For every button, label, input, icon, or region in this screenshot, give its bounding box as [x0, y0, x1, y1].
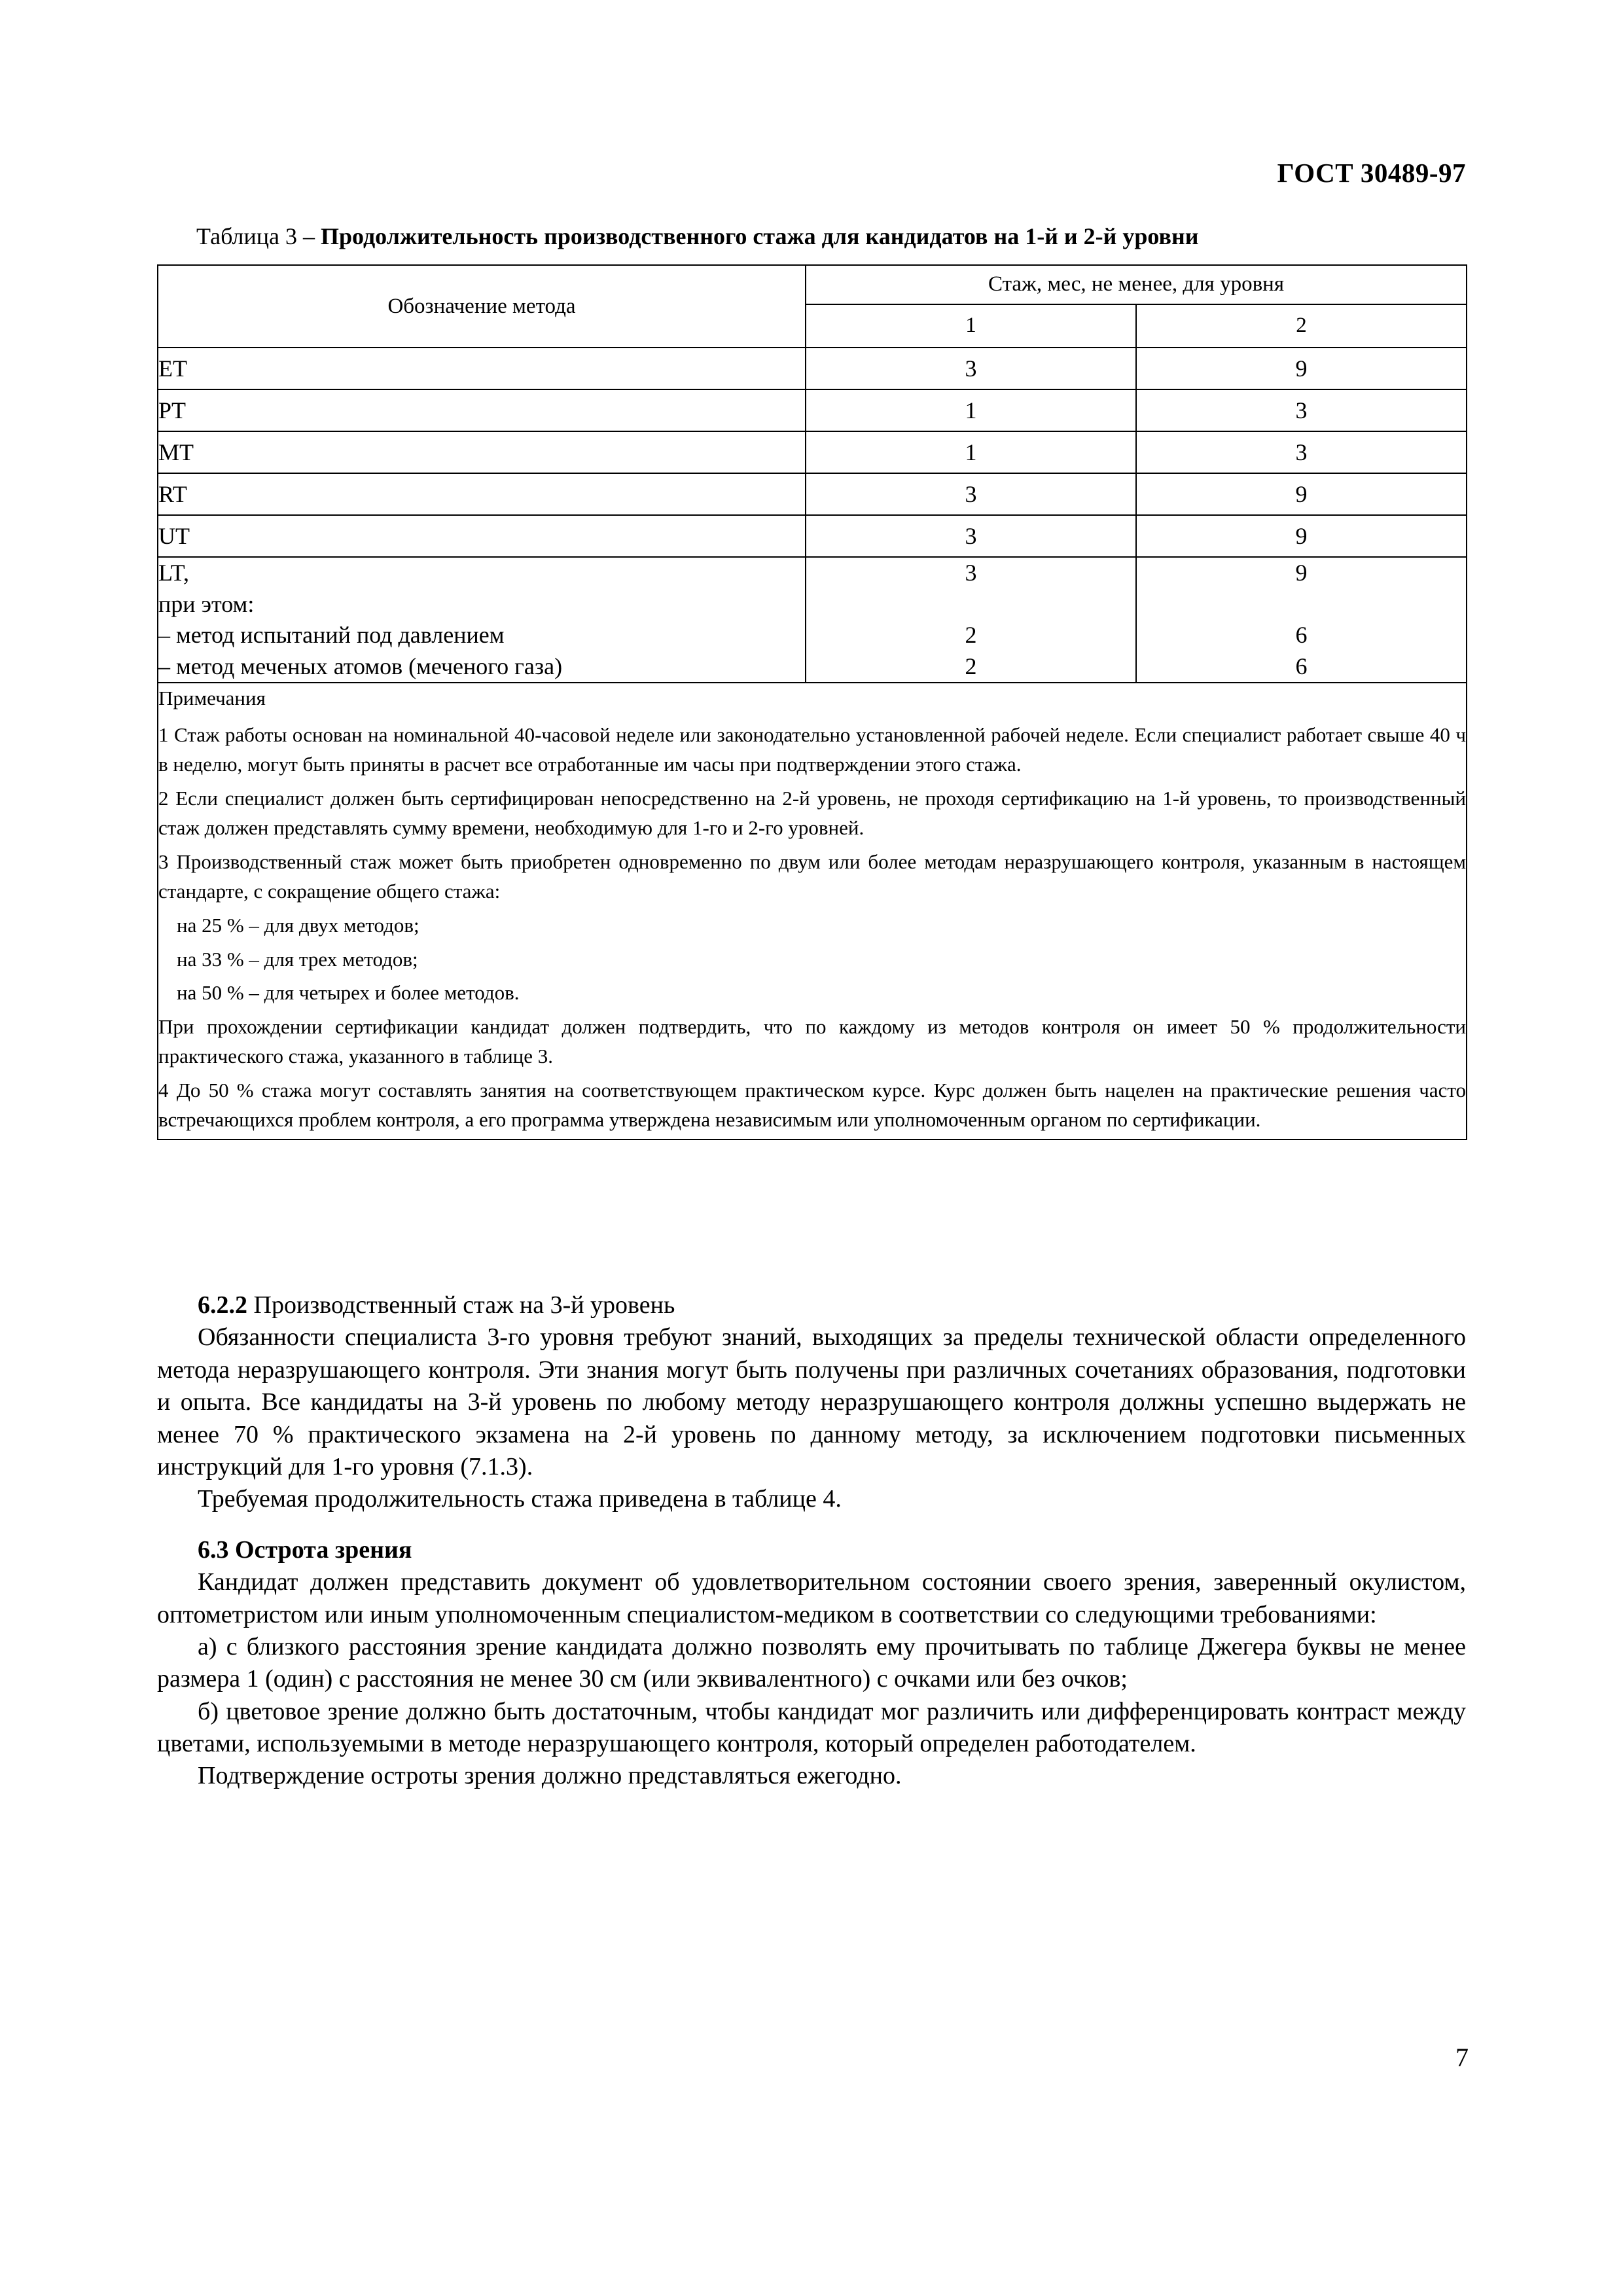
table3-cell-level2: 9 [1136, 348, 1467, 389]
lt-lvl2-line-1: 9 [1295, 560, 1308, 586]
lt-lvl2-line-4: 6 [1295, 653, 1308, 679]
lt-line-3: – метод испытаний под давлением [158, 622, 505, 649]
table3-cell-level1-lt [806, 557, 1136, 683]
table3-cell-level1: 3 [806, 515, 1136, 557]
table3-cell-method: PT [158, 389, 806, 431]
table3-notes [158, 683, 1467, 1139]
note-3-item-a: на 25 % – для двух методов; [177, 914, 419, 937]
table3-cell-level2: 3 [1136, 389, 1467, 431]
table-row [158, 389, 1467, 431]
table-row [158, 473, 1467, 515]
table3-body [158, 348, 1467, 1139]
lt-lvl1-line-4: 2 [965, 653, 977, 679]
table3-cell-method: ET [158, 348, 806, 389]
paragraph-6-3-2: Подтверждение остроты зрения должно представляться ежегодно. [198, 1762, 902, 1790]
paragraph-6-2-2-1: Обязанности специалиста 3-го уровня требуют знаний, выходящих за пределы технической области определенного метода неразрушающего контроля. Эти знания могут быть получены при различных сочетаниях образования, подготовки и опыта. Все кандидаты на 3-й уровень по любому методу неразрушающего контроля должны успешно выдержать не менее 70 % практического экзамена на 2-й уровень по данному методу, за исключением подготовки письменных инструкций для 1-го уровня (7.1.3). [157, 1323, 1466, 1480]
note-3-tail: При прохождении сертификации кандидат должен подтвердить, что по каждому из методов контроля он имеет 50 % продолжительности практического стажа, указанного в таблице 3. [158, 1014, 1466, 1068]
table3-cell-level2: 3 [1136, 431, 1467, 473]
lt-lvl1-line-1: 3 [965, 560, 977, 586]
table3-cell-level1: 1 [806, 389, 1136, 431]
table3-head [158, 265, 1467, 348]
table3-col-level1: 1 [806, 304, 1136, 348]
running-header-standard-code: ГОСТ 30489-97 [1277, 158, 1466, 188]
lt-line-2: при этом: [158, 590, 255, 617]
heading-6-3: 6.3 Острота зрения [198, 1535, 412, 1564]
lt-lvl2-line-3: 6 [1295, 622, 1308, 649]
table-row [158, 348, 1467, 389]
note-1: 1 Стаж работы основан на номинальной 40-часовой неделе или законодательно установленной рабочей неделе. Если специалист работает свыше 40 ч в неделю, могут быть приняты в расчет все отработанные им часы при подтверждении этого стажа. [158, 723, 1466, 776]
table3-caption-title: Продолжительность производственного стажа для кандидатов на 1-й и 2-й уровни [320, 223, 1199, 249]
section-gap [157, 1516, 1466, 1534]
lt-line-1: LT, [158, 560, 190, 586]
list-item-a: а) с близкого расстояния зрение кандидата должно позволять ему прочитывать по таблице Джегера буквы не менее размера 1 (один) с расстояния не менее 30 см (или эквивалентного) с очками или без очков; [157, 1632, 1466, 1693]
list-item-b: б) цветовое зрение должно быть достаточным, чтобы кандидат мог различить или дифференцировать контраст между цветами, используемыми в методе неразрушающего контроля, который определен работодателем. [157, 1697, 1466, 1758]
lt-lvl1-line-3: 2 [965, 622, 977, 649]
table3-cell-level1: 3 [806, 473, 1136, 515]
table-row [158, 431, 1467, 473]
note-3-item-b: на 33 % – для трех методов; [177, 947, 418, 971]
page-number: 7 [1455, 2043, 1469, 2072]
heading-6-2-2 [157, 1289, 1466, 1321]
notes-title: Примечания [158, 687, 266, 710]
table3-cell-level1: 3 [806, 348, 1136, 389]
table3-cell-level2: 9 [1136, 473, 1467, 515]
table3-cell-level1: 1 [806, 431, 1136, 473]
body-prose [157, 1289, 1466, 1793]
note-3: 3 Производственный стаж может быть приобретен одновременно по двум или более методам неразрушающего контроля, указанным в настоящем стандарте, с сокращение общего стажа: [158, 850, 1466, 903]
heading-6-2-2-title: Производственный стаж на 3-й уровень [247, 1291, 675, 1319]
paragraph-6-2-2-2: Требуемая продолжительность стажа приведена в таблице 4. [198, 1485, 842, 1513]
heading-6-2-2-number: 6.2.2 [198, 1291, 247, 1319]
table3-col-method: Обозначение метода [158, 265, 806, 348]
table3-cell-method: UT [158, 515, 806, 557]
lt-line-4: – метод меченых атомов (меченого газа) [158, 653, 563, 679]
table3-cell-method: MT [158, 431, 806, 473]
table3-caption [196, 223, 1466, 250]
table3 [157, 264, 1467, 1140]
table3-cell-method-lt [158, 557, 806, 683]
table-row [158, 515, 1467, 557]
table3-cell-method: RT [158, 473, 806, 515]
table3-caption-label: Таблица 3 – [196, 223, 321, 249]
table3-col-span-header: Стаж, мес, не менее, для уровня [806, 265, 1467, 304]
page-content [157, 223, 1466, 1140]
table-row-lt [158, 557, 1467, 683]
table3-notes-row [158, 683, 1467, 1139]
table3-cell-level2-lt [1136, 557, 1467, 683]
paragraph-6-3-1: Кандидат должен представить документ об удовлетворительном состоянии своего зрения, заверенный окулистом, оптометристом или иным уполномоченным специалистом-медиком в соответствии со следующими требованиями: [157, 1568, 1466, 1628]
note-3-item-c: на 50 % – для четырех и более методов. [177, 981, 520, 1005]
note-2: 2 Если специалист должен быть сертифицирован непосредственно на 2-й уровень, не проходя сертификацию на 1-й уровень, то производственный стаж должен представлять сумму времени, необходимую для 1-го и 2-го уровней. [158, 786, 1466, 840]
note-4: 4 До 50 % стажа могут составлять занятия на соответствующем практическом курсе. Курс должен быть нацелен на практические решения часто встречающихся проблем контроля, а его программа утверждена независимым или уполномоченным органом по сертификации. [158, 1078, 1466, 1132]
table3-col-level2: 2 [1136, 304, 1467, 348]
table3-cell-level2: 9 [1136, 515, 1467, 557]
table3-header-row-1 [158, 265, 1467, 304]
